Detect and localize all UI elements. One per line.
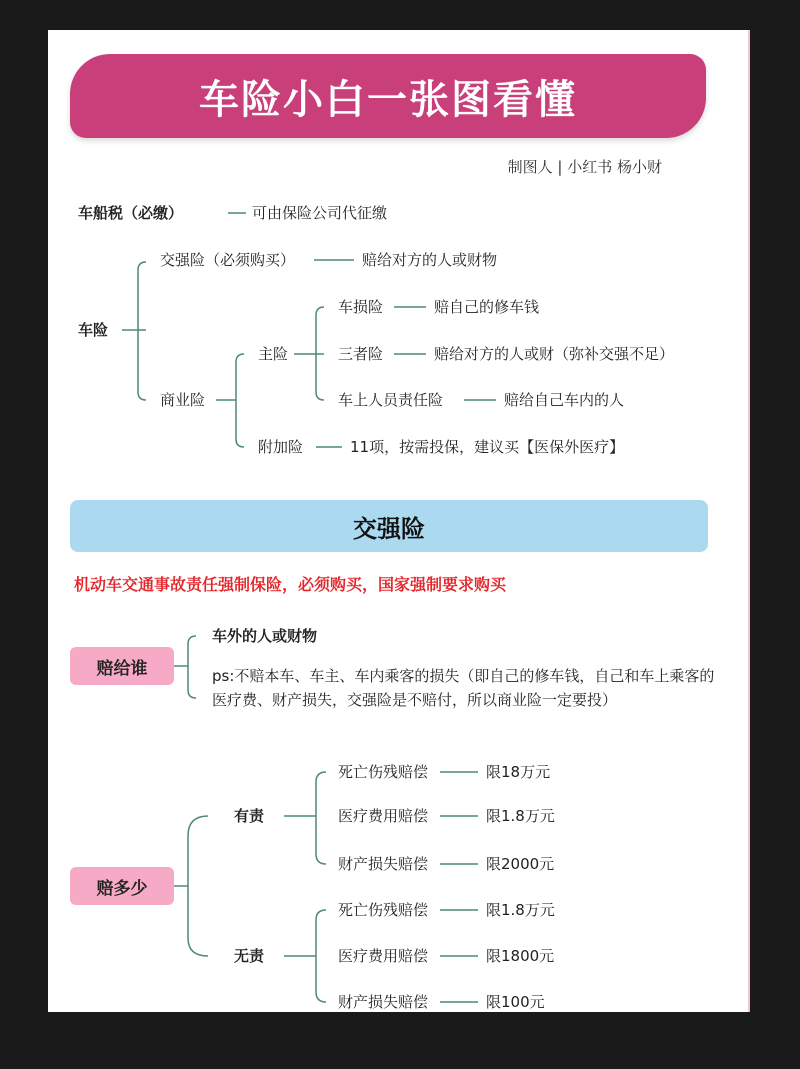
section-header — [70, 500, 708, 552]
compensation-limit: 限18万元 — [486, 763, 551, 781]
main-insurance-label: 主险 — [258, 345, 289, 363]
liable-label: 有责 — [234, 807, 265, 825]
compulsory-insurance-label: 交强险（必须购买） — [160, 251, 296, 269]
vehicle-tax-desc: 可由保险公司代征缴 — [252, 204, 388, 222]
compensation-item: 死亡伤残赔偿 — [338, 763, 429, 781]
main-item-desc: 赔给对方的人或财（弥补交强不足） — [434, 345, 675, 363]
covered-parties: 车外的人或财物 — [212, 627, 318, 645]
compensation-item: 医疗费用赔偿 — [338, 947, 429, 965]
commercial-insurance-label: 商业险 — [160, 391, 206, 409]
compensation-item: 财产损失赔偿 — [338, 855, 429, 873]
vehicle-tax-label: 车船税（必缴） — [78, 204, 184, 222]
insurance-root-label: 车险 — [78, 321, 109, 339]
section-intro: 机动车交通事故责任强制保险，必须购买，国家强制要求购买 — [74, 575, 507, 594]
compensation-limit: 限1.8万元 — [486, 901, 555, 919]
who-pays-pill — [70, 647, 174, 685]
compensation-item: 医疗费用赔偿 — [338, 807, 429, 825]
infographic-sheet — [48, 30, 750, 1012]
compensation-limit: 限1.8万元 — [486, 807, 555, 825]
who-pays-label: 赔给谁 — [96, 658, 148, 679]
section-title: 交强险 — [353, 514, 425, 543]
addon-insurance-desc: 11项，按需投保，建议买【医保外医疗】 — [350, 438, 625, 456]
how-much-label: 赔多少 — [96, 878, 148, 899]
exclusion-note: ps:不赔本车、车主、车内乘客的损失（即自己的修车钱，自己和车上乘客的医疗费、财产损失，交强险是不赔付，所以商业险一定要投） — [212, 667, 715, 709]
compensation-limit: 限100元 — [486, 993, 545, 1011]
compensation-limit: 限1800元 — [486, 947, 555, 965]
main-item-label: 车上人员责任险 — [338, 391, 444, 409]
addon-insurance-label: 附加险 — [258, 438, 304, 456]
compensation-limit: 限2000元 — [486, 855, 555, 873]
main-item-desc: 赔给自己车内的人 — [504, 391, 625, 409]
compulsory-insurance-desc: 赔给对方的人或财物 — [362, 251, 498, 269]
main-item-label: 三者险 — [338, 345, 384, 363]
main-item-label: 车损险 — [338, 298, 384, 316]
author-credit: 制图人 | 小红书 杨小财 — [507, 158, 662, 176]
how-much-pill — [70, 867, 174, 905]
compensation-item: 财产损失赔偿 — [338, 993, 429, 1011]
page-title: 车险小白一张图看懂 — [199, 76, 577, 123]
compensation-item: 死亡伤残赔偿 — [338, 901, 429, 919]
main-item-desc: 赔自己的修车钱 — [434, 298, 540, 316]
not-liable-label: 无责 — [234, 947, 265, 965]
